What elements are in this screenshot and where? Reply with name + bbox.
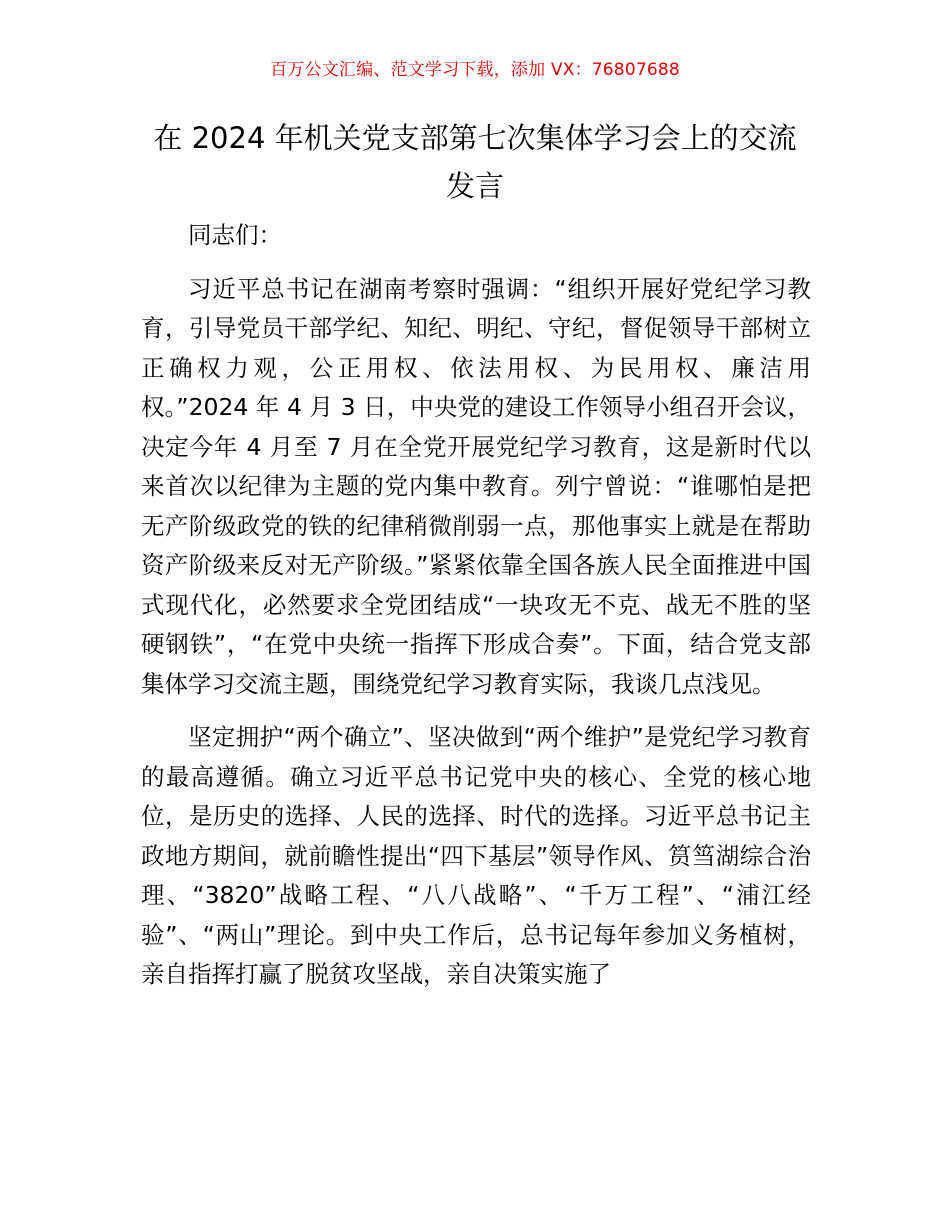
document-body bbox=[141, 216, 811, 995]
paragraph-2: 坚定拥护“两个确立”、坚决做到“两个维护”是党纪学习教育的最高遵循。确立习近平总书记党中央的核心、全党的核心地位，是历史的选择、人民的选择、时代的选择。习近平总书记主政地方期间，就前瞻性提出“四下基层”领导作风、筼筜湖综合治理、“3820”战略工程、“八八战略”、“千万工程”、“浦江经验”、“两山”理论。到中央工作后，总书记每年参加义务植树，亲自指挥打赢了脱贫攻坚战，亲自决策实施了 bbox=[141, 723, 811, 988]
watermark-header: 百万公文汇编、范文学习下载，添加 VX：76807688 bbox=[270, 60, 680, 80]
greeting: 同志们： bbox=[188, 221, 282, 249]
document-title: 在 2024 年机关党支部第七次集体学习会上的交流发言 bbox=[153, 121, 797, 203]
paragraph-1: 习近平总书记在湖南考察时强调：“组织开展好党纪学习教育，引导党员干部学纪、知纪、明纪、守纪，督促领导干部树立正确权力观，公正用权、依法用权、为民用权、廉洁用权。”2024 年 4 月 3 日，中央党的建设工作领导小组召开会议，决定今年 4 月至 7 月在全党开展党纪学习教育，这是新时代以来首次以纪律为主题的党内集中教育。列宁曾说：“谁哪怕是把无产阶级政党的铁的纪律稍微削弱一点，那他事实上就是在帮助资产阶级来反对无产阶级。”紧紧依靠全国各族人民全面推进中国式现代化，必然要求全党团结成“一块攻无不克、战无不胜的坚硬钢铁”，“在党中央统一指挥下形成合奏”。下面，结合党支部集体学习交流主题，围绕党纪学习教育实际，我谈几点浅见。 bbox=[141, 274, 811, 698]
